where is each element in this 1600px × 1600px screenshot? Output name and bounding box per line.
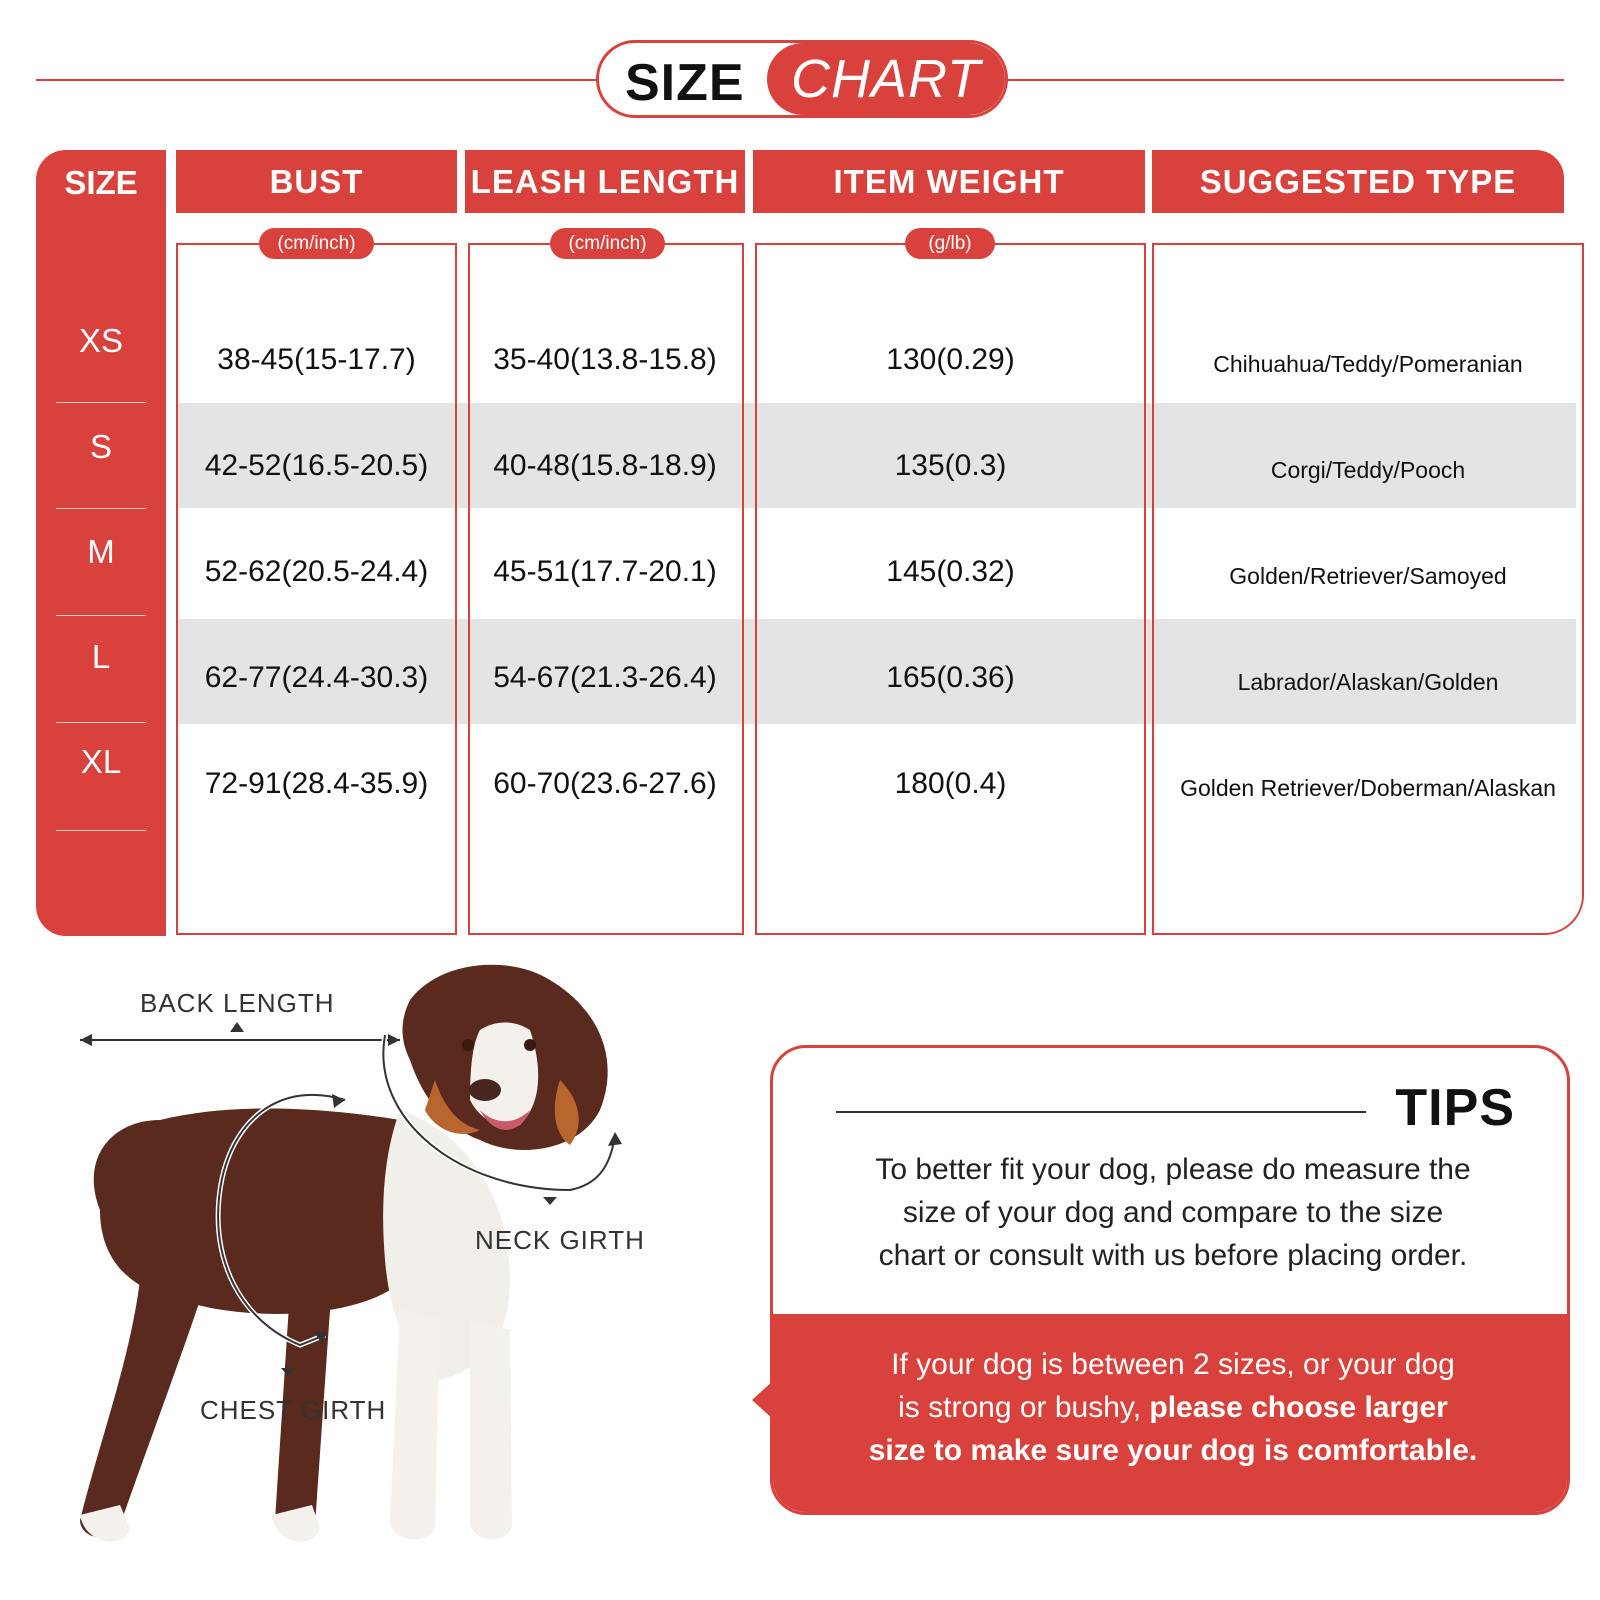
cell-bust: 62-77(24.4-30.3) — [204, 661, 429, 694]
tips-box — [770, 1045, 1570, 1515]
cell-weight: 180(0.4) — [894, 767, 1007, 800]
unit-badge-leash: (cm/inch) — [550, 228, 665, 259]
tips-title: TIPS — [1395, 1079, 1515, 1137]
size-label: S — [89, 428, 112, 465]
tips-rule — [836, 1111, 1366, 1113]
cell-leash: 45-51(17.7-20.1) — [493, 555, 717, 588]
title-word-size: SIZE — [625, 54, 745, 112]
dog-photo — [40, 960, 650, 1580]
tips-note-regular: is strong or bushy, — [898, 1391, 1150, 1424]
column-header-leash-length: LEASH LENGTH — [465, 150, 745, 213]
size-header: SIZE — [64, 164, 138, 201]
size-label: L — [91, 638, 111, 675]
cell-type: Corgi/Teddy/Pooch — [1270, 457, 1466, 483]
cell-weight: 165(0.36) — [886, 661, 1015, 694]
cell-type: Golden Retriever/Doberman/Alaskan — [1180, 775, 1556, 801]
tips-note-line: size to make sure your dog is comfortable. — [868, 1434, 1478, 1467]
title-rule-right — [1006, 79, 1564, 81]
column-header-item-weight: ITEM WEIGHT — [753, 150, 1145, 213]
cell-type: Labrador/Alaskan/Golden — [1237, 669, 1499, 695]
tips-text-line: size of your dog and compare to the size — [902, 1196, 1444, 1229]
cell-type: Chihuahua/Teddy/Pomeranian — [1213, 351, 1523, 377]
cell-weight: 130(0.29) — [886, 343, 1015, 376]
tips-text-line: To better fit your dog, please do measure the — [875, 1153, 1471, 1186]
back-length-label: BACK LENGTH — [140, 988, 335, 1018]
cell-bust: 42-52(16.5-20.5) — [204, 449, 429, 482]
neck-girth-label: NECK GIRTH — [475, 1225, 645, 1255]
cell-bust: 38-45(15-17.7) — [217, 343, 416, 376]
chest-girth-label: CHEST GIRTH — [200, 1395, 387, 1425]
size-divider — [56, 722, 146, 723]
size-column — [36, 150, 166, 936]
cell-leash: 35-40(13.8-15.8) — [493, 343, 717, 376]
cell-type: Golden/Retriever/Samoyed — [1229, 563, 1507, 589]
tips-text-line: chart or consult with us before placing order. — [878, 1239, 1468, 1272]
unit-badge-bust: (cm/inch) — [259, 228, 374, 259]
cell-bust: 72-91(28.4-35.9) — [204, 767, 429, 800]
cell-leash: 54-67(21.3-26.4) — [493, 661, 717, 694]
unit-badge-weight: (g/lb) — [905, 228, 995, 259]
size-label: XS — [78, 322, 124, 359]
tips-note-line — [813, 1386, 1533, 1429]
tips-note-line: If your dog is between 2 sizes, or your dog — [891, 1348, 1455, 1381]
cell-weight: 145(0.32) — [886, 555, 1015, 588]
size-divider — [56, 508, 146, 509]
page-title — [596, 40, 1008, 118]
size-label: XL — [80, 743, 122, 780]
tips-note-bold: please choose larger — [1149, 1391, 1448, 1424]
title-rule-left — [36, 79, 598, 81]
cell-leash: 40-48(15.8-18.9) — [493, 449, 717, 482]
cell-weight: 135(0.3) — [894, 449, 1007, 482]
size-label: M — [87, 533, 115, 570]
cell-leash: 60-70(23.6-27.6) — [493, 767, 717, 800]
size-divider — [56, 830, 146, 831]
size-divider — [56, 615, 146, 616]
column-header-bust: BUST — [176, 150, 457, 213]
title-word-chart: CHART — [767, 43, 1005, 115]
column-header-suggested-type: SUGGESTED TYPE — [1152, 150, 1564, 213]
size-divider — [56, 402, 146, 403]
cell-bust: 52-62(20.5-24.4) — [204, 555, 429, 588]
